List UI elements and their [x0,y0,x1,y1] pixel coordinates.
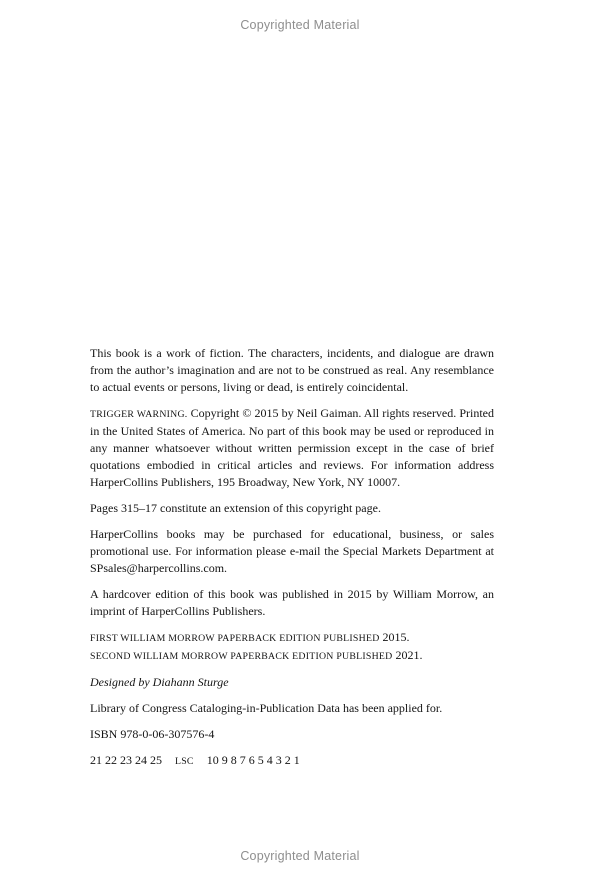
print-run-numbers: 10 9 8 7 6 5 4 3 2 1 [206,753,300,767]
edition-1-year: 2015. [382,630,410,644]
hardcover-edition-note: A hardcover edition of this book was published in 2015 by William Morrow, an imprint of HarperCollins Publishers. [90,587,494,618]
book-title-smallcaps: TRIGGER WARNING. [90,409,188,420]
copyrighted-material-notice-bottom: Copyrighted Material [240,849,360,863]
isbn-line: ISBN 978-0-06-307576-4 [90,727,215,741]
printer-code-smallcaps: LSC [175,756,194,767]
edition-history-line-2 [90,647,494,665]
copyright-text-block [90,345,494,770]
edition-1-smallcaps: FIRST WILLIAM MORROW PAPERBACK EDITION PUBLISHED [90,633,380,644]
printing-line [90,752,494,770]
designer-credit: Designed by Diahann Sturge [90,675,229,689]
loc-cataloging-note: Library of Congress Cataloging-in-Publication Data has been applied for. [90,701,443,715]
copyright-extension-note: Pages 315–17 constitute an extension of this copyright page. [90,501,381,515]
copyrighted-material-notice-top: Copyrighted Material [240,18,360,32]
edition-history [90,629,494,665]
special-markets-note: HarperCollins books may be purchased for educational, business, or sales promotional use. For information please e-mail the Special Markets Department at SPsales@harpercollins.com. [90,527,494,575]
copyright-notice-text: Copyright © 2015 by Neil Gaiman. All rights reserved. Printed in the United States of America. No part of this book may be used or reproduced in any manner whatsoever without written permission except in the case of brief quotations embodied in critical articles and reviews. For information address HarperCollins Publishers, 195 Broadway, New York, NY 10007. [90,406,495,489]
edition-history-line-1 [90,629,494,647]
fiction-disclaimer: This book is a work of fiction. The characters, incidents, and dialogue are drawn from the author’s imagination and are not to be construed as real. Any resemblance to actual events or persons, living or dead, is entirely coincidental. [90,346,494,394]
edition-2-year: 2021. [395,648,423,662]
printing-years: 21 22 23 24 25 [90,753,162,767]
edition-2-smallcaps: SECOND WILLIAM MORROW PAPERBACK EDITION PUBLISHED [90,651,393,662]
copyright-notice [90,405,494,491]
